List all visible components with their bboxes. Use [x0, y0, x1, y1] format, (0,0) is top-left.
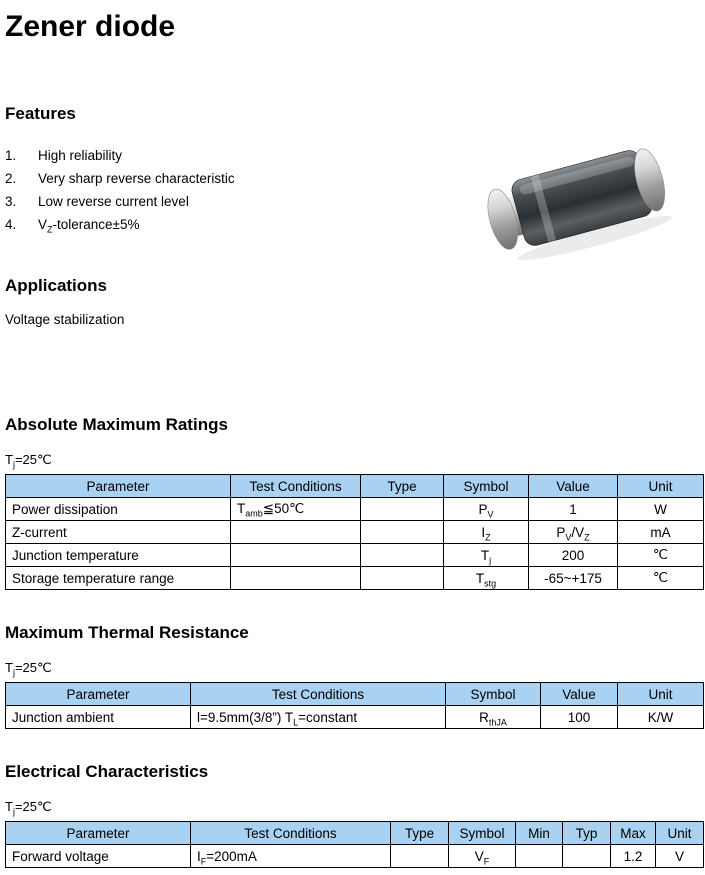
table-row — [6, 521, 704, 544]
table-row — [6, 845, 704, 868]
column-header: Value — [541, 683, 618, 706]
column-header: Parameter — [6, 475, 231, 498]
table-cell: l=9.5mm(3/8”) $T_L=constant$ — [191, 706, 446, 729]
feature-text: High reliability — [38, 148, 123, 163]
table-cell: 1 — [529, 498, 618, 521]
absolute-maximum-ratings-table — [5, 474, 704, 590]
page-title: Zener diode — [5, 10, 176, 43]
table-cell: $P_V/V_Z$ — [529, 521, 618, 544]
column-header: Test Conditions — [191, 822, 391, 845]
table-row — [6, 544, 704, 567]
column-header: Parameter — [6, 822, 191, 845]
column-header: Symbol — [449, 822, 516, 845]
section-heading-electrical-characteristics: Electrical Characteristics — [5, 762, 209, 781]
column-header: Value — [529, 475, 618, 498]
column-header: Unit — [656, 822, 704, 845]
condition-note: $T_j=25℃$ — [5, 799, 52, 817]
table-header-row — [6, 683, 704, 706]
table-cell: mA — [618, 521, 704, 544]
table-cell: Storage temperature range — [6, 567, 231, 590]
table-cell: K/W — [618, 706, 704, 729]
table-cell: $I_F=200mA$ — [191, 845, 391, 868]
column-header: Test Conditions — [191, 683, 446, 706]
table-cell: $P_V$ — [444, 498, 529, 521]
condition-note: $T_j=25℃$ — [5, 452, 52, 470]
table-cell: Junction temperature — [6, 544, 231, 567]
column-header: Test Conditions — [231, 475, 361, 498]
table-cell: -65~+175 — [529, 567, 618, 590]
column-header: Type — [391, 822, 449, 845]
table-cell: 1.2 — [611, 845, 656, 868]
table-cell: 100 — [541, 706, 618, 729]
table-cell: $T_j$ — [444, 544, 529, 567]
table-cell — [231, 544, 361, 567]
table-header-row — [6, 822, 704, 845]
feature-number: 4. — [5, 217, 17, 232]
table-row — [6, 498, 704, 521]
table-row — [6, 706, 704, 729]
section-heading-thermal-resistance: Maximum Thermal Resistance — [5, 623, 249, 642]
column-header: Symbol — [446, 683, 541, 706]
table-cell: 200 — [529, 544, 618, 567]
column-header: Min — [516, 822, 563, 845]
table-cell: Z-current — [6, 521, 231, 544]
feature-text: $V_Z-tolerance\pm 5\%$ — [38, 217, 140, 235]
table-cell: $T_{amb}≦50℃$ — [231, 498, 361, 521]
table-cell — [563, 845, 611, 868]
column-header: Symbol — [444, 475, 529, 498]
table-cell: $T_{stg}$ — [444, 567, 529, 590]
section-heading-absolute-maximum-ratings: Absolute Maximum Ratings — [5, 415, 228, 434]
table-cell — [361, 521, 444, 544]
table-cell — [361, 567, 444, 590]
table-cell — [231, 567, 361, 590]
feature-text: Low reverse current level — [38, 194, 189, 209]
table-cell: V — [656, 845, 704, 868]
column-header: Max — [611, 822, 656, 845]
section-heading-features: Features — [5, 104, 76, 123]
column-header: Parameter — [6, 683, 191, 706]
table-cell — [516, 845, 563, 868]
electrical-characteristics-table — [5, 821, 704, 868]
table-cell — [361, 498, 444, 521]
feature-number: 1. — [5, 148, 17, 163]
condition-note: $T_j=25℃$ — [5, 660, 52, 678]
table-cell: $R_{thJA}$ — [446, 706, 541, 729]
diode-image — [472, 128, 692, 268]
thermal-resistance-table — [5, 682, 704, 729]
column-header: Typ — [563, 822, 611, 845]
column-header: Unit — [618, 475, 704, 498]
table-cell — [361, 544, 444, 567]
table-cell: Forward voltage — [6, 845, 191, 868]
feature-number: 2. — [5, 171, 17, 186]
table-cell — [391, 845, 449, 868]
feature-text: Very sharp reverse characteristic — [38, 171, 235, 186]
diode-photo — [472, 128, 692, 268]
applications-text: Voltage stabilization — [5, 312, 125, 327]
table-cell: Power dissipation — [6, 498, 231, 521]
table-cell: ℃ — [618, 567, 704, 590]
table-cell: ℃ — [618, 544, 704, 567]
table-cell — [231, 521, 361, 544]
section-heading-applications: Applications — [5, 276, 108, 295]
table-cell: $I_Z$ — [444, 521, 529, 544]
table-row — [6, 567, 704, 590]
column-header: Type — [361, 475, 444, 498]
table-cell: W — [618, 498, 704, 521]
table-header-row — [6, 475, 704, 498]
column-header: Unit — [618, 683, 704, 706]
table-cell: Junction ambient — [6, 706, 191, 729]
table-cell: $V_F$ — [449, 845, 516, 868]
feature-number: 3. — [5, 194, 17, 209]
